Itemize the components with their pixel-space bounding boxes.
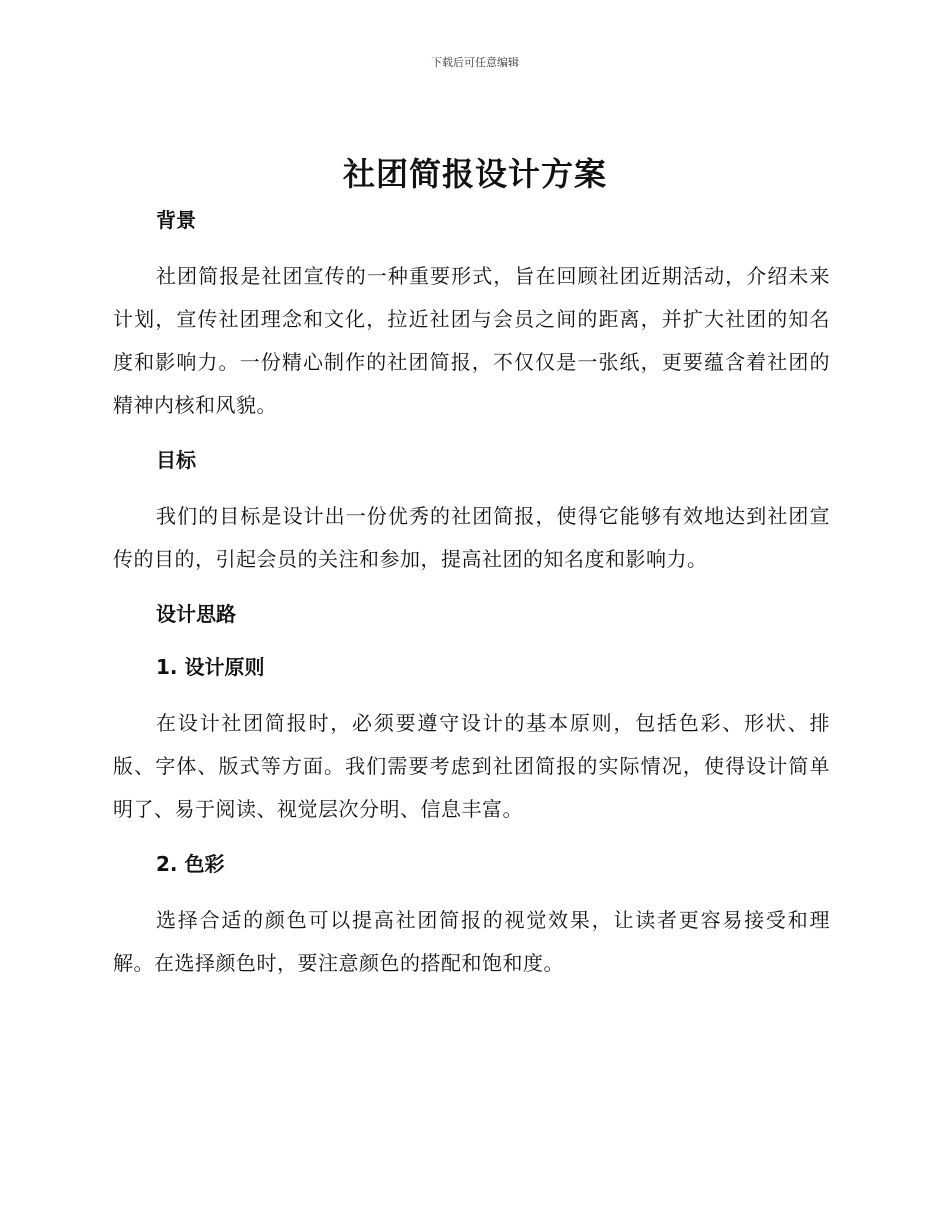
design-ideas-heading: 设计思路 <box>156 602 236 626</box>
background-heading: 背景 <box>156 208 196 232</box>
goal-heading: 目标 <box>156 448 196 472</box>
principles-paragraph: 在设计社团简报时，必须要遵守设计的基本原则，包括色彩、形状、排版、字体、版式等方面。我们需要考虑到社团简报的实际情况，使得设计简单明了、易于阅读、视觉层次分明、信息丰富。 <box>113 711 830 821</box>
background-paragraph: 社团简报是社团宣传的一种重要形式，旨在回顾社团近期活动，介绍未来计划，宣传社团理念和文化，拉近社团与会员之间的距离，并扩大社团的知名度和影响力。一份精心制作的社团简报，不仅仅是一张纸，更要蕴含着社团的精神内核和风貌。 <box>113 264 830 417</box>
colors-paragraph: 选择合适的颜色可以提高社团简报的视觉效果，让读者更容易接受和理解。在选择颜色时，要注意颜色的搭配和饱和度。 <box>113 908 830 975</box>
goal-paragraph: 我们的目标是设计出一份优秀的社团简报，使得它能够有效地达到社团宣传的目的，引起会员的关注和参加，提高社团的知名度和影响力。 <box>113 504 830 571</box>
document-title: 社团简报设计方案 <box>342 155 607 193</box>
principles-heading: 1. 设计原则 <box>156 655 265 679</box>
document-body <box>113 202 830 1000</box>
colors-heading: 2. 色彩 <box>156 852 225 876</box>
header-note: 下载后可任意编辑 <box>431 56 519 69</box>
